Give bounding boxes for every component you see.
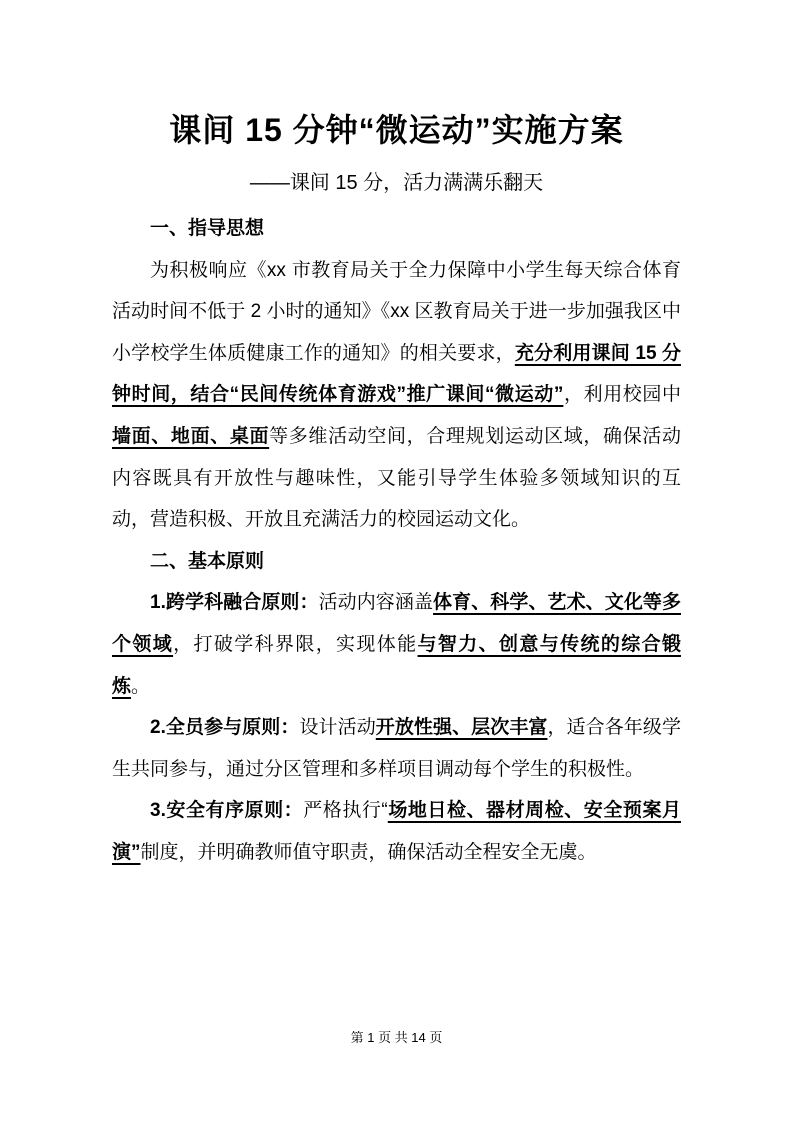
text-segment: ，适合各年级学生共同参与，通过分区管理和多样项目调动每个学生的积极性。	[112, 717, 681, 780]
text-segment: 制度，并明确教师值守职责，确保活动全程安全无虞。	[140, 841, 597, 863]
text-segment: 等多维活动空间，合理规划运动区域，确保活动内容既具有开放性与趣味性，又能引导学生体验多领域知识的互动，营造积极、开放且充满活力的校园运动文化。	[112, 425, 681, 531]
paragraph	[112, 707, 681, 790]
document-subtitle: ——课间 15 分，活力满满乐翻天	[249, 172, 544, 194]
text-segment: 充分利用课间 15 分钟时间，结合“民间传统体育游戏”推广课间“微运动”	[112, 342, 681, 406]
text-segment: 3.安全有序原则：	[150, 800, 304, 822]
text-segment: ，利用校园中	[563, 384, 681, 406]
text-segment: 为积极响应《xx 市教育局关于全力保障中小学生每天综合体育活动时间不低于 2 小时的通知》《xx 区教育局关于进一步加强我区中小学校学生体质健康工作的通知》的相关要求，	[112, 259, 681, 364]
text-segment: 场地日检、器材周检、安全预案月演”	[112, 800, 681, 863]
section-heading: 一、指导思想	[150, 218, 265, 239]
document-body	[112, 208, 681, 874]
text-segment: 墙面、地面、桌面	[112, 425, 270, 447]
paragraph	[112, 790, 681, 873]
text-segment: 开放性强、层次丰富	[375, 717, 548, 739]
text-segment: 与智力、创意与传统的综合锻炼	[112, 633, 681, 697]
text-segment: 1.跨学科融合原则：	[150, 592, 319, 614]
paragraph	[112, 250, 681, 541]
document-title: 课间 15 分钟“微运动”实施方案	[169, 112, 624, 148]
text-segment: 体育、科学、艺术、文化等多个领域	[112, 592, 681, 655]
text-segment: ，打破学科界限，实现体能	[173, 633, 418, 655]
page-number-footer: 第 1 页 共 14 页	[350, 1030, 443, 1045]
text-segment: 2.全员参与原则：	[150, 717, 300, 739]
paragraph	[112, 582, 681, 707]
text-segment: 。	[131, 675, 151, 697]
text-segment: 活动内容涵盖	[318, 592, 434, 614]
text-segment: 严格执行“	[303, 800, 388, 822]
section-heading: 二、基本原则	[150, 550, 265, 572]
text-segment: 设计活动	[299, 717, 376, 739]
